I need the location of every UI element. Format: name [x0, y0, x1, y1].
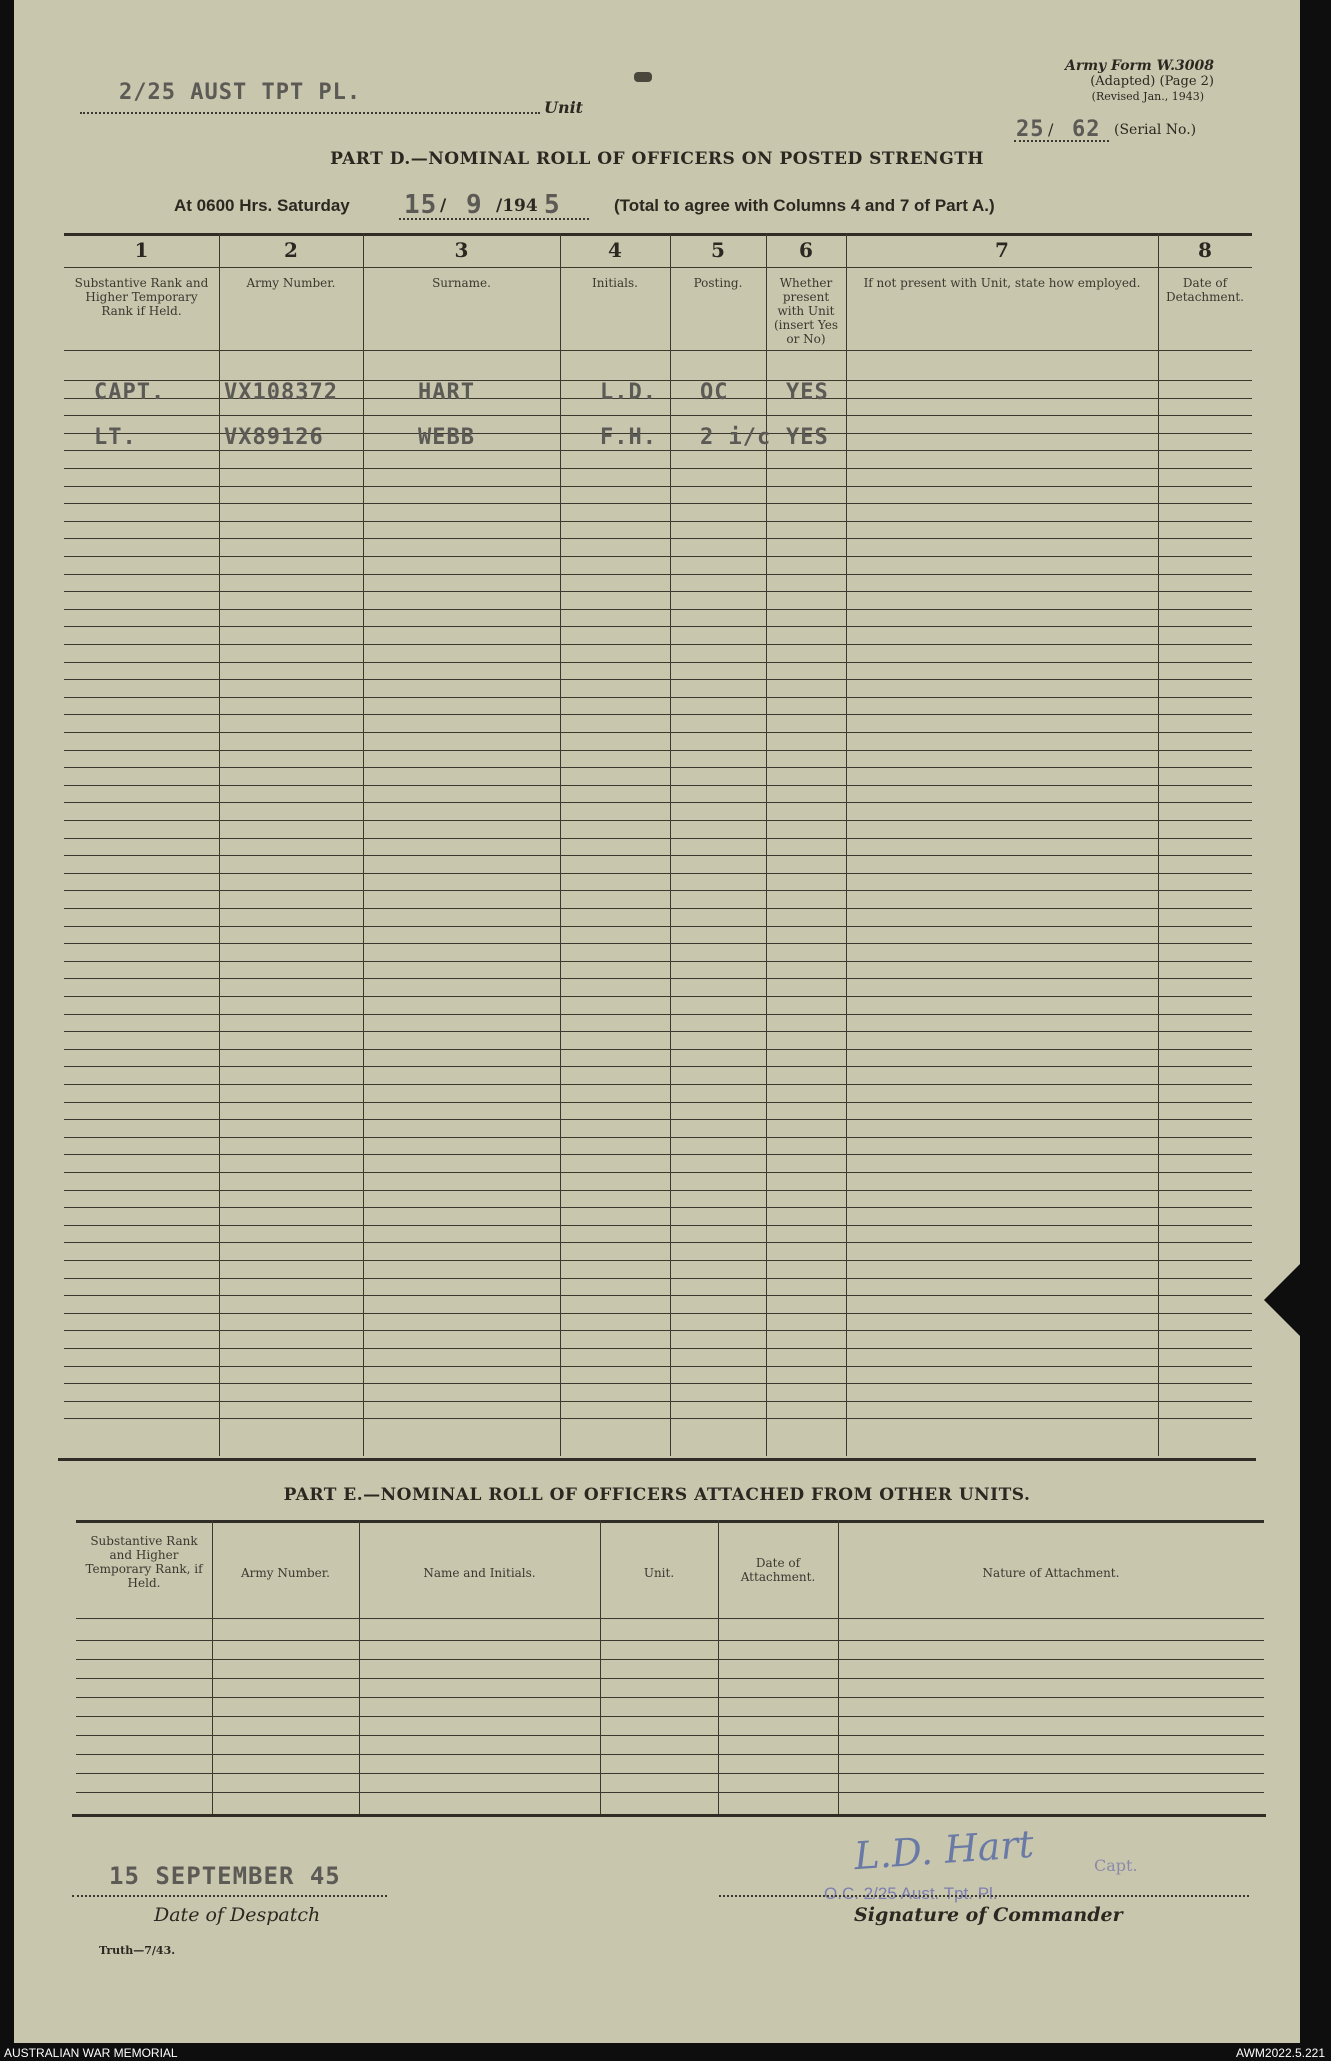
row-number: VX108372 — [224, 380, 338, 405]
part-d-row-line — [64, 943, 1252, 944]
part-d-row-line — [64, 802, 1252, 803]
part-d-row-line — [64, 1207, 1252, 1208]
commander-signature: L.D. Hart — [852, 1821, 1036, 1879]
part-e-row-line — [76, 1792, 1264, 1793]
column-header: Surname. — [432, 276, 491, 290]
part-d-row-line — [64, 1049, 1252, 1050]
part-d-row-line — [64, 1242, 1252, 1243]
column-header: Army Number. — [246, 276, 336, 290]
part-d-column-divider — [1158, 233, 1159, 1456]
column-header: Date of Detachment. — [1166, 276, 1244, 304]
part-d-row-line — [64, 855, 1252, 856]
part-d-column-divider — [846, 233, 847, 1456]
part-d-row-line — [64, 644, 1252, 645]
unit-dotted-line — [80, 112, 540, 114]
part-d-row-line — [64, 750, 1252, 751]
column-number: 3 — [454, 238, 469, 262]
part-d-bottom-rule — [58, 1458, 1256, 1461]
part-e-column-header: Name and Initials. — [423, 1566, 536, 1580]
part-e-row-line — [76, 1659, 1264, 1660]
despatch-dotted-line — [72, 1895, 387, 1897]
part-d-top-rule — [64, 233, 1252, 236]
part-d-row-line — [64, 538, 1252, 539]
part-e-row-line — [76, 1697, 1264, 1698]
part-d-row-line — [64, 591, 1252, 592]
part-d-row-line — [64, 1154, 1252, 1155]
part-d-row-line — [64, 1383, 1252, 1384]
date-day: 15 — [404, 190, 438, 220]
row-present: YES — [786, 380, 829, 405]
part-e-column-divider — [359, 1520, 360, 1814]
column-header: Whether present with Unit (insert Yes or No) — [773, 276, 839, 346]
torn-edge — [1264, 1260, 1304, 1340]
row-present: YES — [786, 425, 829, 450]
part-d-row-line — [64, 468, 1252, 469]
part-e-row-line — [76, 1716, 1264, 1717]
ink-mark — [634, 72, 652, 82]
part-d-column-divider — [560, 233, 561, 1456]
serial-label: (Serial No.) — [1114, 122, 1197, 138]
row-rank: CAPT. — [94, 380, 166, 405]
despatch-date: 15 SEPTEMBER 45 — [109, 1862, 341, 1890]
part-e-column-header: Unit. — [643, 1566, 675, 1580]
part-d-row-line — [64, 767, 1252, 768]
form-revised: (Revised Jan., 1943) — [1091, 90, 1204, 103]
column-number: 7 — [995, 238, 1009, 262]
row-initials: F.H. — [600, 425, 657, 450]
part-e-column-divider — [718, 1520, 719, 1814]
oc-stamp: O.C. 2/25 Aust. Tpt. Pl. — [824, 1884, 998, 1903]
part-e-top-rule — [76, 1520, 1264, 1523]
form-paper — [14, 0, 1300, 2043]
part-d-row-line — [64, 1066, 1252, 1067]
part-d-row-line — [64, 1260, 1252, 1261]
part-d-row-line — [64, 890, 1252, 891]
despatch-label: Date of Despatch — [154, 1904, 321, 1926]
serial-num2: 62 — [1072, 117, 1101, 142]
part-d-title: PART D.—NOMINAL ROLL OF OFFICERS ON POSTED STRENGTH — [330, 149, 984, 169]
row-surname: HART — [418, 380, 475, 405]
part-d-row-line — [64, 1348, 1252, 1349]
part-d-row-line — [64, 1330, 1252, 1331]
part-e-row-line — [76, 1754, 1264, 1755]
part-d-column-divider — [670, 233, 671, 1456]
part-e-row-line — [76, 1735, 1264, 1736]
part-d-row-line — [64, 1295, 1252, 1296]
row-initials: L.D. — [600, 380, 657, 405]
part-d-row-line — [64, 1190, 1252, 1191]
column-header: If not present with Unit, state how employed. — [863, 276, 1141, 290]
part-e-column-divider — [212, 1520, 213, 1814]
serial-sep: / — [1048, 120, 1054, 139]
column-number: 4 — [608, 238, 622, 262]
serial-num1: 25 — [1016, 117, 1045, 142]
row-number: VX89126 — [224, 425, 324, 450]
serial-dotted-line — [1014, 140, 1109, 142]
part-e-column-header: Date of Attachment. — [740, 1556, 816, 1584]
part-d-column-divider — [766, 233, 767, 1456]
column-number: 2 — [284, 238, 298, 262]
row-posting: 2 i/c — [700, 425, 772, 450]
date-prefix: At 0600 Hrs. Saturday — [174, 196, 350, 215]
part-d-row-line — [64, 556, 1252, 557]
part-d-row-line — [64, 785, 1252, 786]
signature-dotted-line — [719, 1895, 1249, 1897]
part-d-row-line — [64, 450, 1252, 451]
part-d-row-line — [64, 1278, 1252, 1279]
part-e-row-line — [76, 1678, 1264, 1679]
part-d-row-line — [64, 697, 1252, 698]
part-d-header-rule — [64, 350, 1252, 351]
part-d-row-line — [64, 996, 1252, 997]
part-d-row-line — [64, 521, 1252, 522]
printer-note: Truth—7/43. — [99, 1944, 176, 1957]
part-e-row-line — [76, 1773, 1264, 1774]
part-d-row-line — [64, 1119, 1252, 1120]
row-posting: OC — [700, 380, 729, 405]
date-year-digit: 5 — [544, 190, 561, 220]
column-number: 8 — [1198, 238, 1212, 262]
column-number: 5 — [711, 238, 725, 262]
part-d-row-line — [64, 978, 1252, 979]
part-e-header-rule — [76, 1618, 1264, 1619]
part-d-row-line — [64, 1172, 1252, 1173]
form-adapted: (Adapted) (Page 2) — [1090, 74, 1214, 89]
unit-value: 2/25 AUST TPT PL. — [119, 80, 362, 105]
part-e-title: PART E.—NOMINAL ROLL OF OFFICERS ATTACHED FROM OTHER UNITS. — [283, 1485, 1031, 1505]
form-number: Army Form W.3008 — [1064, 58, 1214, 74]
part-d-column-divider — [363, 233, 364, 1456]
part-d-row-line — [64, 961, 1252, 962]
column-header: Substantive Rank and Higher Temporary Rank if Held. — [74, 276, 209, 318]
date-dotted-line — [399, 218, 589, 220]
date-suffix: (Total to agree with Columns 4 and 7 of Part A.) — [614, 196, 995, 215]
unit-label: Unit — [544, 98, 584, 117]
part-d-column-divider — [219, 233, 220, 1456]
part-d-row-line — [64, 609, 1252, 610]
part-d-row-line — [64, 679, 1252, 680]
archive-name: AUSTRALIAN WAR MEMORIAL — [4, 2046, 178, 2060]
part-d-row-line — [64, 838, 1252, 839]
date-month: 9 — [466, 190, 483, 220]
part-e-column-header: Army Number. — [241, 1566, 330, 1580]
column-number: 1 — [134, 238, 149, 262]
archive-id: AWM2022.5.221 — [1236, 2046, 1325, 2060]
part-d-row-line — [64, 1102, 1252, 1103]
part-d-row-line — [64, 626, 1252, 627]
signature-rank: Capt. — [1094, 1856, 1138, 1875]
part-d-row-line — [64, 662, 1252, 663]
part-e-column-divider — [600, 1520, 601, 1814]
part-d-row-line — [64, 1401, 1252, 1402]
part-d-row-line — [64, 820, 1252, 821]
column-header: Posting. — [693, 276, 743, 290]
part-d-row-line — [64, 1031, 1252, 1032]
signature-label: Signature of Commander — [854, 1904, 1123, 1926]
part-e-column-divider — [838, 1520, 839, 1814]
part-d-number-rule — [64, 267, 1252, 268]
part-d-row-line — [64, 1137, 1252, 1138]
part-d-row-line — [64, 873, 1252, 874]
part-d-row-line — [64, 732, 1252, 733]
part-d-row-line — [64, 415, 1252, 416]
part-e-column-header: Nature of Attachment. — [982, 1566, 1120, 1580]
row-rank: LT. — [94, 425, 137, 450]
column-number: 6 — [799, 238, 813, 262]
part-d-row-line — [64, 1084, 1252, 1085]
column-header: Initials. — [592, 276, 638, 290]
part-d-row-line — [64, 1366, 1252, 1367]
date-sep1: / — [440, 196, 447, 216]
part-e-bottom-rule — [72, 1814, 1266, 1817]
part-d-row-line — [64, 714, 1252, 715]
date-year-prefix: /194 — [496, 196, 538, 216]
part-d-row-line — [64, 926, 1252, 927]
part-d-row-line — [64, 1313, 1252, 1314]
part-e-column-header: Substantive Rank and Higher Temporary Rank, if Held. — [85, 1534, 203, 1590]
part-d-row-line — [64, 1418, 1252, 1419]
row-surname: WEBB — [418, 425, 475, 450]
part-d-row-line — [64, 908, 1252, 909]
part-d-row-line — [64, 1014, 1252, 1015]
part-e-row-line — [76, 1640, 1264, 1641]
part-d-row-line — [64, 1225, 1252, 1226]
part-d-row-line — [64, 486, 1252, 487]
part-d-row-line — [64, 503, 1252, 504]
part-d-row-line — [64, 574, 1252, 575]
